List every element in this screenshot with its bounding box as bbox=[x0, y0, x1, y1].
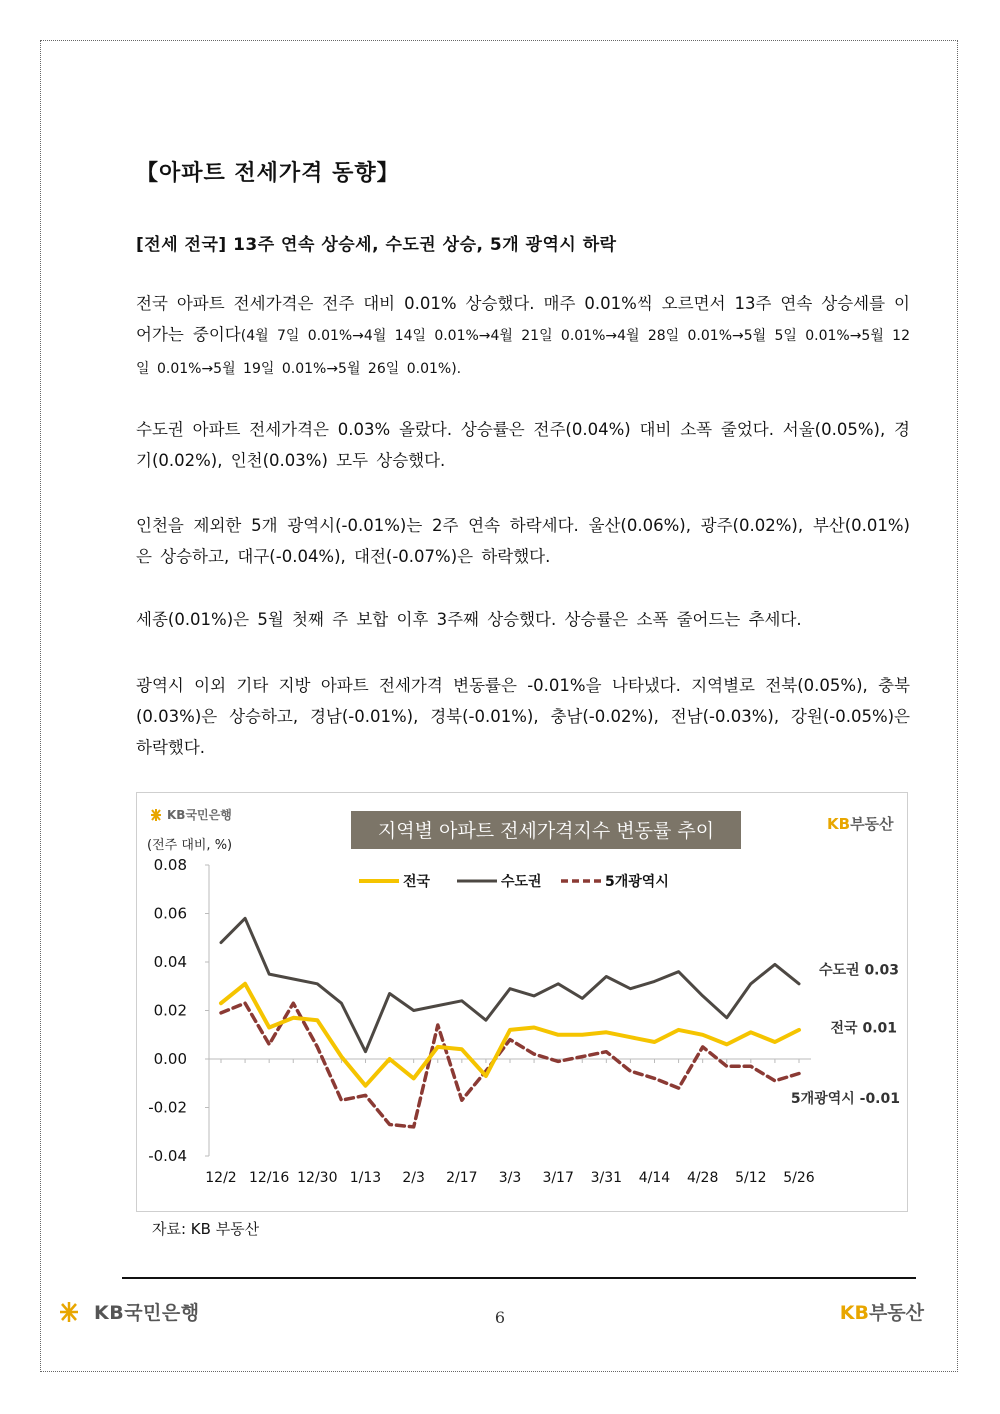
x-tick-label: 3/3 bbox=[498, 1170, 522, 1186]
jeonse-chart bbox=[136, 792, 908, 1212]
x-tick-label: 12/2 bbox=[205, 1170, 237, 1186]
x-tick-label: 3/17 bbox=[542, 1170, 574, 1186]
paragraph-metro-cities: 인천을 제외한 5개 광역시(-0.01%)는 2주 연속 하락세다. 울산(0.06%), 광주(0.02%), 부산(0.01%)은 상승하고, 대구(-0.04%), 대전(-0.07%)은 하락했다. bbox=[136, 516, 910, 566]
series-end-label-2: 5개광역시 -0.01 bbox=[790, 1090, 900, 1107]
paragraph-national-detail: (4월 7일 0.01%→4월 14일 0.01%→4월 21일 0.01%→4월 28일 0.01%→5월 5일 0.01%→5월 12일 0.01%→5월 19일 0.01%→5월 26일 0.01%). bbox=[136, 328, 910, 377]
footer-logo-kb-realestate bbox=[840, 1298, 924, 1325]
x-tick-label: 3/31 bbox=[590, 1170, 623, 1186]
paragraph-sejong: 세종(0.01%)은 5월 첫째 주 보합 이후 3주째 상승했다. 상승률은 소폭 줄어드는 추세다. bbox=[136, 610, 802, 629]
section-subheading: [전세 전국] 13주 연속 상승세, 수도권 상승, 5개 광역시 하락 bbox=[136, 235, 617, 255]
chart-ylabel: (전주 대비, %) bbox=[147, 838, 233, 853]
y-tick-label: 0.02 bbox=[153, 1001, 187, 1020]
series-line-2 bbox=[221, 1003, 799, 1127]
paragraph-national bbox=[136, 288, 910, 385]
x-tick-label: 4/14 bbox=[638, 1170, 671, 1186]
chart-logo-kb-bank bbox=[151, 807, 232, 822]
paragraph-other-regions: 광역시 이외 기타 지방 아파트 전세가격 변동률은 -0.01%을 나타냈다. 지역별로 전북(0.05%), 충북(0.03%)은 상승하고, 경남(-0.01%), 경북(-0.01%), 충남(-0.02%), 전남(-0.03%), 강원(-0.05%)은 하락했다. bbox=[136, 676, 910, 757]
footer-bank-name: KB국민은행 bbox=[94, 1302, 200, 1324]
x-tick-label: 5/26 bbox=[783, 1170, 815, 1186]
x-tick-label: 1/13 bbox=[349, 1170, 382, 1186]
page-number: 6 bbox=[494, 1308, 506, 1327]
series-end-label-0: 전국 0.01 bbox=[830, 1020, 897, 1037]
series-end-label-1: 수도권 0.03 bbox=[819, 962, 899, 979]
chart-axes bbox=[148, 856, 815, 1186]
y-tick-label: -0.04 bbox=[148, 1147, 187, 1165]
series-line-0 bbox=[221, 984, 799, 1086]
paragraph-capital-area: 수도권 아파트 전세가격은 0.03% 올랐다. 상승률은 전주(0.04%) 대비 소폭 줄었다. 서울(0.05%), 경기(0.02%), 인천(0.03%) 모두 상승했다. bbox=[136, 420, 910, 470]
footer-realestate-word: 부동산 bbox=[868, 1302, 924, 1324]
x-tick-label: 4/28 bbox=[686, 1170, 719, 1186]
paragraph-national-main: 전국 아파트 전세가격은 전주 대비 0.01% 상승했다. 매주 0.01%씩 오르면서 13주 연속 상승세를 이어가는 중이다 bbox=[136, 294, 910, 344]
source-note: 자료: KB 부동산 bbox=[152, 1220, 260, 1238]
legend-label-national: 전국 bbox=[403, 874, 431, 890]
x-tick-label: 2/17 bbox=[446, 1170, 478, 1186]
x-tick-label: 2/3 bbox=[402, 1170, 425, 1186]
footer-kb-mark: KB bbox=[839, 1302, 869, 1324]
y-tick-label: 0.06 bbox=[153, 904, 187, 923]
chart-logo-realestate-word: 부동산 bbox=[850, 815, 894, 833]
y-tick-label: 0.04 bbox=[153, 953, 187, 971]
y-tick-label: 0.08 bbox=[153, 856, 187, 874]
x-tick-label: 5/12 bbox=[735, 1170, 767, 1186]
chart-logo-kb-bank-text: KB국민은행 bbox=[167, 808, 232, 822]
x-tick-label: 12/30 bbox=[297, 1170, 338, 1186]
chart-title: 지역별 아파트 전세가격지수 변동률 추이 bbox=[377, 820, 715, 842]
chart-plot bbox=[221, 918, 900, 1127]
y-tick-label: 0.00 bbox=[153, 1050, 187, 1068]
chart-svg bbox=[137, 793, 909, 1213]
footer-rule bbox=[122, 1277, 916, 1279]
y-tick-label: -0.02 bbox=[148, 1098, 187, 1117]
legend-label-capital: 수도권 bbox=[501, 874, 542, 890]
legend-label-metro: 5개광역시 bbox=[605, 874, 669, 890]
x-tick-label: 12/16 bbox=[248, 1170, 290, 1186]
chart-logo-kb-realestate bbox=[827, 815, 894, 833]
chart-logo-kb-mark: KB bbox=[827, 815, 851, 833]
kb-star-icon bbox=[151, 809, 161, 821]
section-heading: 【아파트 전세가격 동향】 bbox=[136, 161, 400, 186]
chart-legend bbox=[359, 873, 669, 890]
